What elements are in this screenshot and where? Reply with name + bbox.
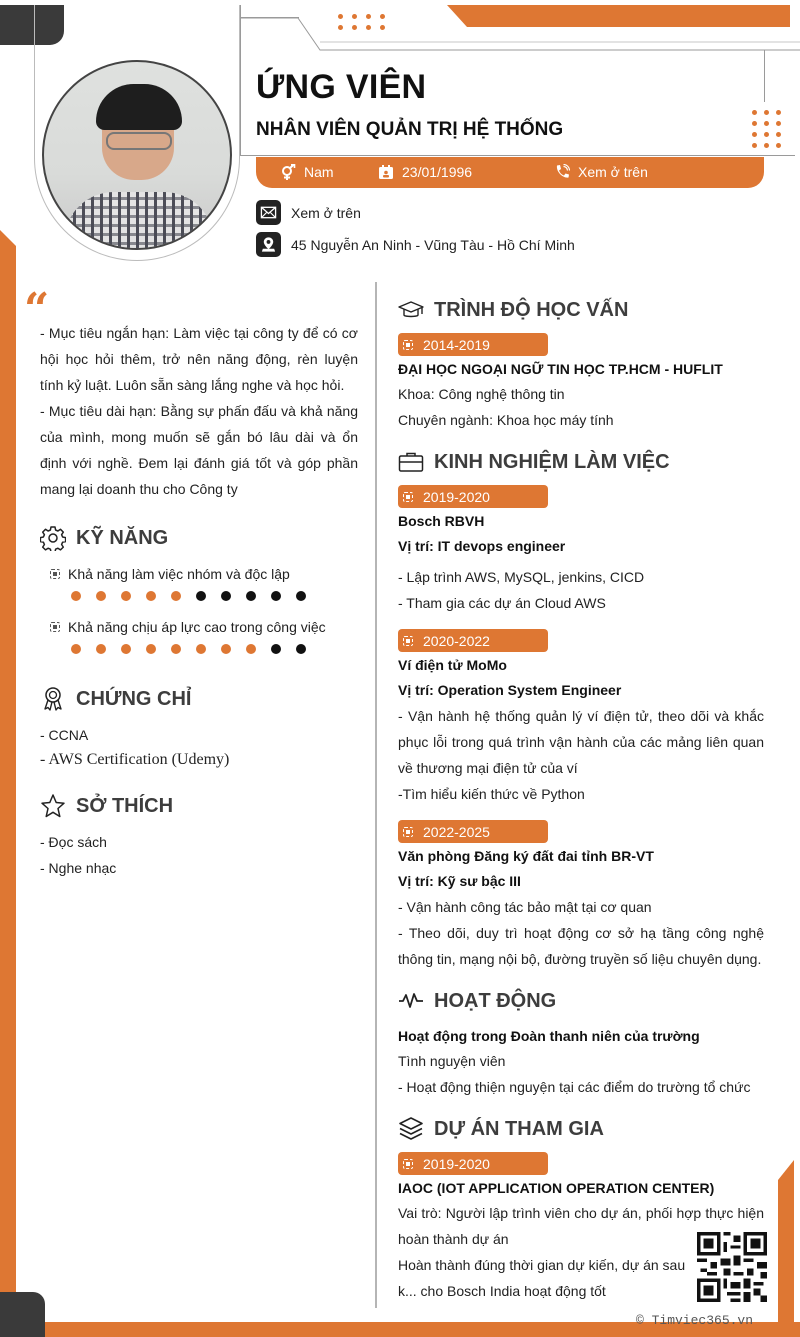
- activity-role: Tình nguyện viên: [398, 1053, 506, 1069]
- certificate-item: - CCNA: [40, 727, 89, 743]
- major: Chuyên ngành: Khoa học máy tính: [398, 412, 614, 428]
- project-result: Hoàn thành đúng thời gian dự kiến, dự án sau k... cho Bosch India hoạt động tốt: [398, 1257, 686, 1299]
- qr-code[interactable]: [696, 1232, 768, 1302]
- copyright-watermark: © Timviec365.vn: [636, 1313, 754, 1328]
- school-name: ĐẠI HỌC NGOẠI NGỮ TIN HỌC TP.HCM - HUFLIT: [398, 361, 723, 377]
- project-period: 2019-2020: [398, 1152, 548, 1175]
- hobbies-title: SỞ THÍCH: [76, 794, 174, 817]
- bullet-icon: [403, 492, 413, 502]
- hobbies-heading: [40, 793, 173, 819]
- hobby-item: - Đọc sách: [40, 834, 107, 850]
- career-objective: [40, 320, 358, 502]
- phone-item: [554, 164, 648, 180]
- decor-dots-right: [752, 110, 782, 148]
- job-detail: - Vận hành công tác bảo mật tại cơ quan: [398, 899, 652, 915]
- decor-left-bar: [0, 230, 16, 1330]
- skills-title: KỸ NĂNG: [76, 526, 169, 549]
- education-period: 2014-2019: [398, 333, 548, 356]
- address-value: 45 Nguyễn An Ninh - Vũng Tàu - Hồ Chí Minh: [291, 236, 575, 253]
- company-name: Ví điện tử MoMo: [398, 657, 507, 673]
- job-period: 2019-2020: [398, 485, 548, 508]
- project-role: Vai trò: Người lập trình viên cho dự án, phối hợp thực hiện hoàn thành dự án: [398, 1205, 764, 1247]
- projects-heading: [398, 1116, 604, 1142]
- job-position: Vị trí: IT devops engineer: [398, 538, 566, 554]
- skill-label: Khả năng chịu áp lực cao trong công việc: [68, 619, 326, 635]
- bullet-icon: [403, 340, 413, 350]
- job-detail: - Lập trình AWS, MySQL, jenkins, CICD: [398, 569, 645, 585]
- company-name: Văn phòng Đăng ký đất đai tỉnh BR-VT: [398, 848, 654, 864]
- job-detail: - Theo dõi, duy trì hoạt động cơ sở hạ tầng công nghệ thông tin, mạng nội bộ, đường truyền số liệu chuyên dụng.: [398, 925, 764, 967]
- job-title: NHÂN VIÊN QUẢN TRỊ HỆ THỐNG: [256, 119, 564, 140]
- decor-bottom-left-block: [0, 1292, 45, 1337]
- award-ribbon-icon: [40, 686, 66, 712]
- email-value: Xem ở trên: [291, 204, 361, 221]
- skill-label: Khả năng làm việc nhóm và độc lập: [68, 566, 290, 582]
- activities-heading: [398, 988, 556, 1014]
- faculty: Khoa: Công nghệ thông tin: [398, 386, 565, 402]
- phone-icon: [554, 164, 570, 180]
- activity-pulse-icon: [398, 988, 424, 1014]
- bullet-icon: [403, 827, 413, 837]
- objective-short-term: - Mục tiêu ngắn hạn: Làm việc tại công ty để có cơ hội học hỏi thêm, trở nên năng động, rèn luyện tính kỷ luật. Luôn sẵn sàng lắng nghe và học hỏi.: [40, 325, 358, 393]
- skills-heading: [40, 525, 168, 551]
- birthday-value: 23/01/1996: [402, 164, 473, 180]
- project-name: IAOC (IOT APPLICATION OPERATION CENTER): [398, 1180, 715, 1196]
- job-position: Vị trí: Operation System Engineer: [398, 682, 622, 698]
- job-detail: - Tham gia các dự án Cloud AWS: [398, 595, 606, 611]
- mail-icon: [260, 204, 277, 221]
- info-bar: [256, 157, 764, 188]
- skill-rating: [71, 644, 326, 654]
- projects-title: DỰ ÁN THAM GIA: [434, 1117, 604, 1140]
- gender-value: Nam: [304, 164, 334, 180]
- gender-icon: [280, 164, 296, 180]
- bullet-icon: [50, 569, 60, 579]
- decor-right-bar: [778, 1160, 794, 1330]
- calendar-icon: [378, 164, 394, 180]
- decor-line: [764, 50, 765, 102]
- job-detail: -Tìm hiểu kiến thức về Python: [398, 786, 585, 802]
- certificates-title: CHỨNG CHỈ: [76, 687, 192, 710]
- bullet-icon: [403, 1159, 413, 1169]
- activities-title: HOẠT ĐỘNG: [434, 989, 557, 1012]
- activity-detail: - Hoạt động thiện nguyện tại các điểm do trường tổ chức: [398, 1079, 751, 1095]
- job-position: Vị trí: Kỹ sư bậc III: [398, 873, 521, 889]
- activity-name: Hoạt động trong Đoàn thanh niên của trường: [398, 1028, 700, 1044]
- birthday-item: [378, 164, 472, 180]
- certificates-heading: [40, 686, 191, 712]
- hobby-item: - Nghe nhạc: [40, 860, 117, 876]
- skill-item: [50, 566, 306, 601]
- job-detail: - Vận hành hệ thống quản lý ví điện tử, theo dõi và khắc phục lỗi trong quá trình vận hành của các mảng liên quan về thương mại điện tử của ví: [398, 708, 764, 776]
- job-period: 2020-2022: [398, 629, 548, 652]
- experience-title: KINH NGHIỆM LÀM VIỆC: [434, 450, 670, 473]
- column-divider: [375, 282, 377, 1308]
- avatar: [42, 60, 232, 250]
- address-row: [256, 232, 575, 257]
- certificate-item: - AWS Certification (Udemy): [40, 751, 230, 768]
- layers-icon: [398, 1116, 424, 1142]
- phone-value: Xem ở trên: [578, 164, 648, 180]
- email-row: [256, 200, 361, 225]
- quote-icon: “: [24, 284, 50, 335]
- company-name: Bosch RBVH: [398, 513, 485, 529]
- objective-long-term: - Mục tiêu dài hạn: Bằng sự phấn đấu và khả năng của mình, mong muốn sẽ gắn bó lâu dài và ổn định với nghề. Đem lại đánh giá tốt và góp phần mang lại doanh thu cho Công ty: [40, 403, 358, 497]
- bullet-icon: [403, 636, 413, 646]
- skill-item: [50, 619, 326, 654]
- briefcase-icon: [398, 449, 424, 475]
- skill-rating: [71, 591, 306, 601]
- gear-icon: [40, 525, 66, 551]
- education-title: TRÌNH ĐỘ HỌC VẤN: [434, 298, 629, 321]
- candidate-name: ỨNG VIÊN: [256, 68, 427, 106]
- education-heading: [398, 297, 628, 323]
- job-period: 2022-2025: [398, 820, 548, 843]
- bullet-icon: [50, 622, 60, 632]
- decor-line: [240, 155, 795, 156]
- decor-angled-line: [240, 10, 800, 55]
- graduation-cap-icon: [398, 297, 424, 323]
- gender-item: [280, 164, 334, 180]
- star-icon: [40, 793, 66, 819]
- location-pin-icon: [260, 236, 277, 253]
- experience-heading: [398, 449, 670, 475]
